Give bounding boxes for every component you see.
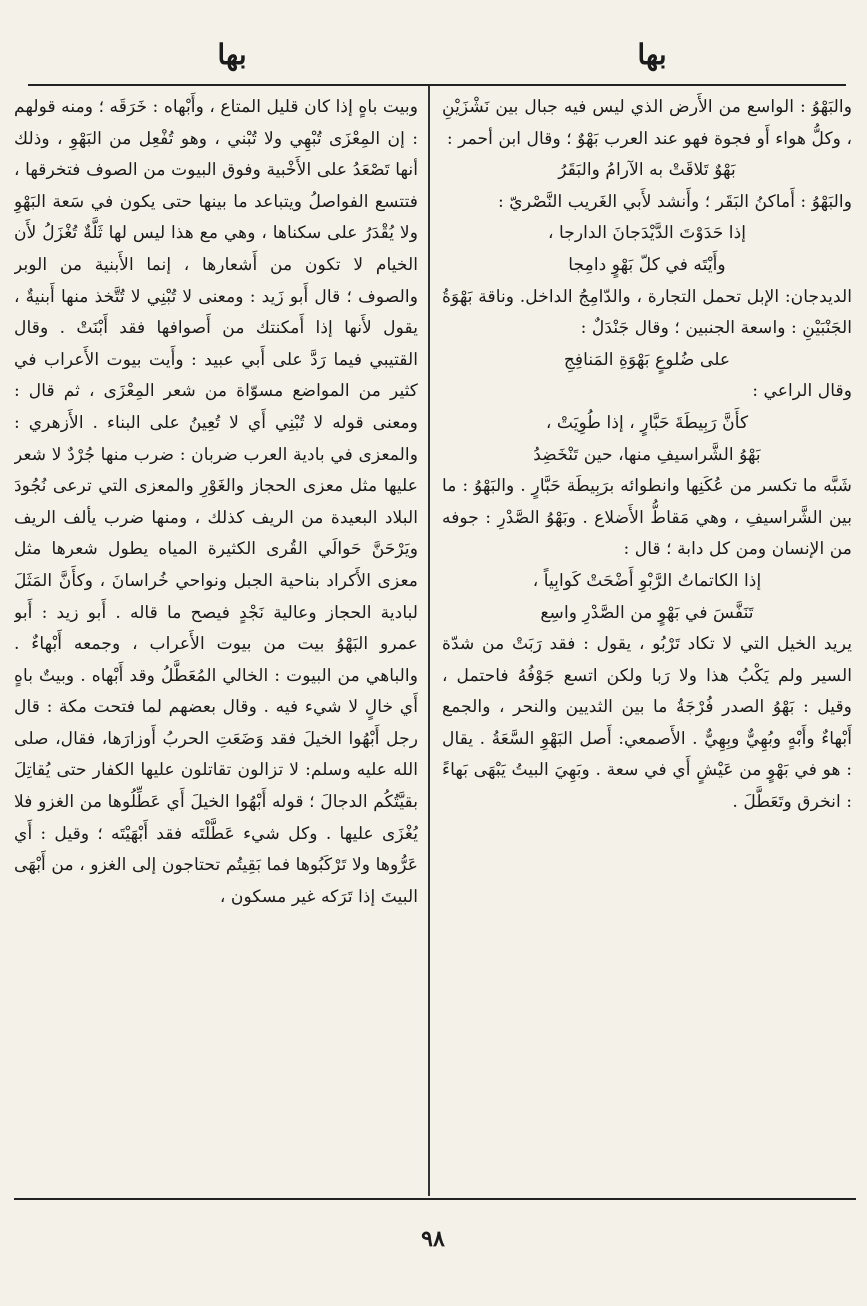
- page-number: ٩٨: [421, 1226, 445, 1252]
- verse-line: بَهْوُ الشَّراسيفِ منها، حين تَنْخَضِدُ: [533, 444, 761, 465]
- top-rule: [28, 84, 846, 86]
- column-divider: [428, 86, 430, 1196]
- running-head-right: بها: [637, 38, 667, 71]
- paragraph: والبَهْوُ : الواسع من الأَرض الذي ليس فيه جبال بين نَشْزَيْنِ ، وكلُّ هواء أَو فجوة فهو عند العرب بَهْوٌ ؛ وقال ابن أحمر :: [442, 97, 852, 149]
- verse-line: على ضُلوعٍ بَهْوَةِ المَنافِجِ: [563, 349, 731, 370]
- running-head-left: بها: [217, 38, 247, 71]
- paragraph: يريد الخيل التي لا تكاد تَرْبُو ، يقول : فقد رَبَتْ من شدّة السير ولم يَكْبُ هذا ولا رَبا ولكن اتسع جَوْفُهُ فاحتمل ، وقيل : بَهْوُ الصدر فُرْجَةُ ما بين الثديين والنحر ، والجمع أَبْهاءٌ وأَبْهٍ وبُهِيٌّ وبِهِيٌّ . الأَصمعي: أَصل البَهْوِ السَّعَةُ . يقال : هو في بَهْوٍ من عَيْشٍ أَي في سعة . وبَهِيَ البيتُ يَبْهَى بَهاءً : انخرق وتَعَطَّلَ .: [442, 634, 852, 813]
- verse-line: بَهْوٌ تَلاقَتْ به الآرامُ والبَقَرُ: [558, 160, 736, 181]
- verse-line: إذا حَدَوْتَ الدَّيْدَجانَ الدارجا ،: [547, 223, 747, 244]
- paragraph: شَبَّه ما تكسر من عُكَنِها وانطوائه برَبِيطَة حَبَّارٍ . والبَهْوُ : ما بين الشَّراسيفِ ، وهي مَقاطُّ الأَضلاع . وبَهْوُ الصَّدْرِ : جوفه من الإنسان ومن كل دابة ؛ قال :: [442, 476, 852, 560]
- verse-line: وأَيْتَه في كلّ بَهْوٍ دامِجا: [568, 254, 726, 275]
- bottom-rule: [14, 1198, 856, 1200]
- verse-line: تَنَفَّسَ في بَهْوٍ من الصَّدْرِ واسِع: [540, 602, 754, 623]
- paragraph: والبَهْوُ : أَماكنُ البَقَر ؛ وأَنشد لأَبي الغَريب النَّصْريّ :: [498, 191, 852, 212]
- paragraph: وبيت باهٍ إذا كان قليل المتاع ، وأَبْهاه : خَرَقَه ؛ ومنه قولهم : إن المِعْزَى تُبْهِي ولا تُبْني ، وهو تُفْعِل من البَهْوِ ، وذلك أنها تَصْعَدُ على الأَخْبية وفوق البيوت من الصوف فتخرقها ، فتتسع الفواصلُ ويتباعد ما بينها حتى يكون في سَعة البَهْوِ ولا يُقْدَرُ على سكناها ، وهي مع هذا ليس لها ثَلَّةٌ تُغْزَلُ لأَن الخيام لا تكون من أَشعارها ، إنما الأَبنية من الوبر والصوف ؛ قال أَبو زَيد : ومعنى لا تُبْنِي لا تُتَّخذ منها أَبنيةٌ ، يقول لأَنها إذا أَمكنتك من أَصوافها فقد أَبْنَتْ . وقال القتيبي فيما رَدَّ على أَبي عبيد : وأَيت بيوت الأَعراب في كثير من المواضع مسوّاة من شعر المِعْزَى ، ثم قال : ومعنى قوله لا تُبْنِي أَي لا تُعِينُ على البناء . الأَزهري : والمعزى في بادية العرب ضربان : ضرب منها جُرْدٌ لا شعر عليها مثل معزى الحجاز والغَوْرِ والمعزى التي ترعى نُجُودَ البلاد البعيدة من الريف كذلك ، ومنها ضرب يألف الريف ويَرْحَنَّ حَوالَي القُرى الكثيرة المياه يطول شعرها مثل معزى الأَكراد بناحية الجبل ونواحي خُراسانَ ، وكأَنَّ المَثَلَ لبادية الحجاز وعالية نَجْدٍ فيصح ما قاله . أَبو زيد : أَبو عمرو البَهْوُ بيت من بيوت الأَعراب ، وجمعه أَبْهاءٌ . والباهي من البيوت : الخالي المُعَطَّلُ وقد أَبْهاه . وبيتٌ باهٍ أَي خالٍ لا شيء فيه . وقال بعضهم لما فتحت مكة : قال رجل أَبْهُوا الخيلَ فقد وَضَعَتِ الحربُ أَوزارَها، فقال، صلى الله عليه وسلم: لا تزالون تقاتلون عليها الكفار حتى يُقاتِلَ بقيَّتُكُم الدجالَ ؛ قوله أَبْهُوا الخيلَ أَي عَطِّلُوها من الغزو فلا يُغْزَى عليها . وكل شيء عَطَّلْتَه فقد أَبْهَيْتَه ؛ وقيل : أَي عَرُّوها ولا تَرْكَبُوها فما بَقِيتُم تحتاجون إلى الغزو ، من أَبْهَى البيتَ إذا تَرَكه غير مسكون ،: [14, 97, 418, 907]
- right-column: [442, 92, 852, 1192]
- paragraph: وقال الراعي :: [752, 381, 852, 402]
- left-column: [14, 92, 418, 1192]
- paragraph: الديدجان: الإبل تحمل التجارة ، والدّامِجُ الداخل. وناقة بَهْوَةُ الجَنْبَيْنِ : واسعة الجنبين ؛ وقال جَنْدَلٌ :: [442, 286, 852, 339]
- verse-line: كأَنَّ رَبِيطَةَ حَبَّارٍ ، إذا طُوِيَتْ ،: [545, 412, 749, 433]
- verse-line: إذا الكاتماتُ الرَّبْوِ أَضْحَتْ كَوابِياً ،: [532, 570, 762, 591]
